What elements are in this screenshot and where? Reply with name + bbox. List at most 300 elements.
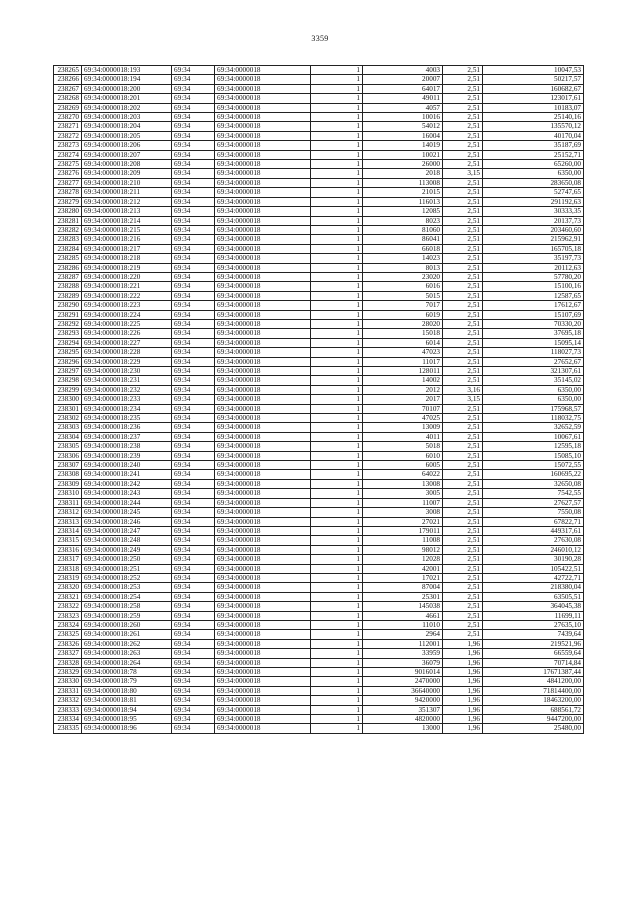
area-value-cell: 128011: [363, 367, 443, 376]
district-code-cell: 69:34: [172, 470, 215, 479]
cadastral-number-cell: 69:34:0000018:249: [82, 545, 172, 554]
cadastral-value-cell: 6350,00: [483, 385, 584, 394]
table-row: [54, 282, 584, 291]
row-number-cell: 238290: [54, 301, 82, 310]
rate-value-cell: 2,51: [443, 583, 483, 592]
row-number-cell: 238294: [54, 338, 82, 347]
object-count-cell: 1: [311, 367, 363, 376]
district-code-cell: 69:34: [172, 103, 215, 112]
row-number-cell: 238330: [54, 677, 82, 686]
table-row: [54, 470, 584, 479]
rate-value-cell: 1,96: [443, 649, 483, 658]
area-value-cell: 17021: [363, 573, 443, 582]
table-row: [54, 583, 584, 592]
table-row: [54, 94, 584, 103]
rate-value-cell: 1,96: [443, 705, 483, 714]
object-count-cell: 1: [311, 668, 363, 677]
row-number-cell: 238272: [54, 131, 82, 140]
rate-value-cell: 1,96: [443, 677, 483, 686]
object-count-cell: 1: [311, 414, 363, 423]
row-number-cell: 238308: [54, 470, 82, 479]
row-number-cell: 238328: [54, 658, 82, 667]
area-value-cell: 3008: [363, 508, 443, 517]
cadastral-number-cell: 69:34:0000018:258: [82, 602, 172, 611]
area-value-cell: 28020: [363, 319, 443, 328]
rate-value-cell: 2,51: [443, 216, 483, 225]
area-value-cell: 179011: [363, 526, 443, 535]
cadastral-number-cell: 69:34:0000018:218: [82, 254, 172, 263]
object-count-cell: 1: [311, 658, 363, 667]
district-code-cell: 69:34: [172, 310, 215, 319]
area-value-cell: 13000: [363, 724, 443, 733]
object-count-cell: 1: [311, 573, 363, 582]
cadastral-quarter-cell: 69:34:0000018: [215, 461, 311, 470]
district-code-cell: 69:34: [172, 131, 215, 140]
object-count-cell: 1: [311, 216, 363, 225]
table-row: [54, 367, 584, 376]
object-count-cell: 1: [311, 461, 363, 470]
cadastral-number-cell: 69:34:0000018:250: [82, 555, 172, 564]
cadastral-quarter-cell: 69:34:0000018: [215, 103, 311, 112]
cadastral-quarter-cell: 69:34:0000018: [215, 555, 311, 564]
table-row: [54, 668, 584, 677]
table-row: [54, 225, 584, 234]
cadastral-number-cell: 69:34:0000018:246: [82, 517, 172, 526]
district-code-cell: 69:34: [172, 526, 215, 535]
row-number-cell: 238284: [54, 244, 82, 253]
object-count-cell: 1: [311, 150, 363, 159]
cadastral-quarter-cell: 69:34:0000018: [215, 282, 311, 291]
object-count-cell: 1: [311, 84, 363, 93]
cadastral-number-cell: 69:34:0000018:210: [82, 178, 172, 187]
object-count-cell: 1: [311, 526, 363, 535]
rate-value-cell: 1,96: [443, 724, 483, 733]
cadastral-quarter-cell: 69:34:0000018: [215, 442, 311, 451]
area-value-cell: 13008: [363, 479, 443, 488]
rate-value-cell: 1,96: [443, 696, 483, 705]
object-count-cell: 1: [311, 75, 363, 84]
district-code-cell: 69:34: [172, 508, 215, 517]
cadastral-quarter-cell: 69:34:0000018: [215, 677, 311, 686]
object-count-cell: 1: [311, 508, 363, 517]
rate-value-cell: 2,51: [443, 451, 483, 460]
rate-value-cell: 2,51: [443, 235, 483, 244]
rate-value-cell: 2,51: [443, 423, 483, 432]
district-code-cell: 69:34: [172, 84, 215, 93]
row-number-cell: 238265: [54, 66, 82, 75]
area-value-cell: 6010: [363, 451, 443, 460]
cadastral-value-cell: 10183,07: [483, 103, 584, 112]
district-code-cell: 69:34: [172, 573, 215, 582]
table-row: [54, 103, 584, 112]
cadastral-quarter-cell: 69:34:0000018: [215, 301, 311, 310]
rate-value-cell: 2,51: [443, 141, 483, 150]
cadastral-quarter-cell: 69:34:0000018: [215, 225, 311, 234]
row-number-cell: 238314: [54, 526, 82, 535]
object-count-cell: 1: [311, 715, 363, 724]
object-count-cell: 1: [311, 188, 363, 197]
cadastral-quarter-cell: 69:34:0000018: [215, 470, 311, 479]
row-number-cell: 238274: [54, 150, 82, 159]
row-number-cell: 238304: [54, 432, 82, 441]
cadastral-quarter-cell: 69:34:0000018: [215, 498, 311, 507]
area-value-cell: 2012: [363, 385, 443, 394]
cadastral-value-cell: 37695,18: [483, 329, 584, 338]
area-value-cell: 3005: [363, 489, 443, 498]
cadastral-quarter-cell: 69:34:0000018: [215, 141, 311, 150]
cadastral-value-cell: 165705,18: [483, 244, 584, 253]
cadastral-value-cell: 15100,16: [483, 282, 584, 291]
cadastral-quarter-cell: 69:34:0000018: [215, 122, 311, 131]
object-count-cell: 1: [311, 103, 363, 112]
cadastral-number-cell: 69:34:0000018:208: [82, 160, 172, 169]
rate-value-cell: 2,51: [443, 348, 483, 357]
cadastral-value-cell: 57780,20: [483, 272, 584, 281]
cadastral-value-cell: 11699,11: [483, 611, 584, 620]
area-value-cell: 25301: [363, 592, 443, 601]
table-row: [54, 573, 584, 582]
cadastral-number-cell: 69:34:0000018:220: [82, 272, 172, 281]
rate-value-cell: 2,51: [443, 573, 483, 582]
row-number-cell: 238331: [54, 686, 82, 695]
cadastral-number-cell: 69:34:0000018:205: [82, 131, 172, 140]
area-value-cell: 2018: [363, 169, 443, 178]
cadastral-value-cell: 32652,59: [483, 423, 584, 432]
cadastral-value-cell: 18463200,00: [483, 696, 584, 705]
cadastral-number-cell: 69:34:0000018:201: [82, 94, 172, 103]
cadastral-quarter-cell: 69:34:0000018: [215, 235, 311, 244]
cadastral-quarter-cell: 69:34:0000018: [215, 254, 311, 263]
rate-value-cell: 2,51: [443, 263, 483, 272]
cadastral-value-cell: 7439,64: [483, 630, 584, 639]
district-code-cell: 69:34: [172, 319, 215, 328]
table-row: [54, 319, 584, 328]
cadastral-value-cell: 215962,91: [483, 235, 584, 244]
cadastral-number-cell: 69:34:0000018:234: [82, 404, 172, 413]
cadastral-quarter-cell: 69:34:0000018: [215, 66, 311, 75]
cadastral-value-cell: 30333,35: [483, 207, 584, 216]
district-code-cell: 69:34: [172, 404, 215, 413]
row-number-cell: 238292: [54, 319, 82, 328]
area-value-cell: 42001: [363, 564, 443, 573]
district-code-cell: 69:34: [172, 216, 215, 225]
table-row: [54, 376, 584, 385]
row-number-cell: 238285: [54, 254, 82, 263]
table-row: [54, 235, 584, 244]
rate-value-cell: 2,51: [443, 517, 483, 526]
area-value-cell: 23020: [363, 272, 443, 281]
area-value-cell: 145038: [363, 602, 443, 611]
area-value-cell: 351307: [363, 705, 443, 714]
object-count-cell: 1: [311, 489, 363, 498]
rate-value-cell: 2,51: [443, 113, 483, 122]
cadastral-number-cell: 69:34:0000018:228: [82, 348, 172, 357]
rate-value-cell: 1,96: [443, 658, 483, 667]
row-number-cell: 238282: [54, 225, 82, 234]
rate-value-cell: 2,51: [443, 244, 483, 253]
table-row: [54, 216, 584, 225]
cadastral-quarter-cell: 69:34:0000018: [215, 395, 311, 404]
area-value-cell: 4661: [363, 611, 443, 620]
row-number-cell: 238320: [54, 583, 82, 592]
area-value-cell: 9016014: [363, 668, 443, 677]
object-count-cell: 1: [311, 254, 363, 263]
cadastral-quarter-cell: 69:34:0000018: [215, 414, 311, 423]
cadastral-number-cell: 69:34:0000018:227: [82, 338, 172, 347]
object-count-cell: 1: [311, 583, 363, 592]
row-number-cell: 238332: [54, 696, 82, 705]
cadastral-number-cell: 69:34:0000018:262: [82, 639, 172, 648]
district-code-cell: 69:34: [172, 122, 215, 131]
district-code-cell: 69:34: [172, 113, 215, 122]
row-number-cell: 238299: [54, 385, 82, 394]
cadastral-value-cell: 35197,73: [483, 254, 584, 263]
area-value-cell: 54012: [363, 122, 443, 131]
cadastral-number-cell: 69:34:0000018:224: [82, 310, 172, 319]
rate-value-cell: 2,51: [443, 178, 483, 187]
cadastral-number-cell: 69:34:0000018:219: [82, 263, 172, 272]
object-count-cell: 1: [311, 432, 363, 441]
cadastral-quarter-cell: 69:34:0000018: [215, 84, 311, 93]
district-code-cell: 69:34: [172, 564, 215, 573]
area-value-cell: 11017: [363, 357, 443, 366]
cadastral-quarter-cell: 69:34:0000018: [215, 696, 311, 705]
rate-value-cell: 2,51: [443, 338, 483, 347]
district-code-cell: 69:34: [172, 658, 215, 667]
area-value-cell: 4011: [363, 432, 443, 441]
cadastral-value-cell: 70714,84: [483, 658, 584, 667]
district-code-cell: 69:34: [172, 432, 215, 441]
cadastral-number-cell: 69:34:0000018:264: [82, 658, 172, 667]
cadastral-value-cell: 246010,12: [483, 545, 584, 554]
rate-value-cell: 2,51: [443, 150, 483, 159]
cadastral-value-cell: 160695,22: [483, 470, 584, 479]
row-number-cell: 238333: [54, 705, 82, 714]
cadastral-quarter-cell: 69:34:0000018: [215, 611, 311, 620]
rate-value-cell: 2,51: [443, 564, 483, 573]
table-row: [54, 272, 584, 281]
cadastral-value-cell: 321307,61: [483, 367, 584, 376]
cadastral-number-cell: 69:34:0000018:81: [82, 696, 172, 705]
cadastral-quarter-cell: 69:34:0000018: [215, 338, 311, 347]
cadastral-quarter-cell: 69:34:0000018: [215, 668, 311, 677]
object-count-cell: 1: [311, 169, 363, 178]
area-value-cell: 5018: [363, 442, 443, 451]
table-row: [54, 263, 584, 272]
object-count-cell: 1: [311, 442, 363, 451]
row-number-cell: 238319: [54, 573, 82, 582]
area-value-cell: 6016: [363, 282, 443, 291]
cadastral-number-cell: 69:34:0000018:235: [82, 414, 172, 423]
cadastral-value-cell: 15085,10: [483, 451, 584, 460]
table-row: [54, 479, 584, 488]
row-number-cell: 238281: [54, 216, 82, 225]
cadastral-value-cell: 15107,69: [483, 310, 584, 319]
cadastral-quarter-cell: 69:34:0000018: [215, 197, 311, 206]
row-number-cell: 238306: [54, 451, 82, 460]
cadastral-value-cell: 6350,00: [483, 395, 584, 404]
object-count-cell: 1: [311, 376, 363, 385]
area-value-cell: 36640000: [363, 686, 443, 695]
cadastral-value-cell: 4841200,00: [483, 677, 584, 686]
cadastral-value-cell: 9447200,00: [483, 715, 584, 724]
cadastral-quarter-cell: 69:34:0000018: [215, 583, 311, 592]
table-row: [54, 75, 584, 84]
table-row: [54, 291, 584, 300]
row-number-cell: 238305: [54, 442, 82, 451]
cadastral-value-cell: 27652,67: [483, 357, 584, 366]
cadastral-quarter-cell: 69:34:0000018: [215, 545, 311, 554]
row-number-cell: 238279: [54, 197, 82, 206]
rate-value-cell: 1,96: [443, 686, 483, 695]
area-value-cell: 2964: [363, 630, 443, 639]
table-row: [54, 508, 584, 517]
object-count-cell: 1: [311, 348, 363, 357]
area-value-cell: 6019: [363, 310, 443, 319]
row-number-cell: 238326: [54, 639, 82, 648]
row-number-cell: 238271: [54, 122, 82, 131]
rate-value-cell: 2,51: [443, 526, 483, 535]
object-count-cell: 1: [311, 113, 363, 122]
cadastral-number-cell: 69:34:0000018:233: [82, 395, 172, 404]
object-count-cell: 1: [311, 536, 363, 545]
object-count-cell: 1: [311, 724, 363, 733]
district-code-cell: 69:34: [172, 517, 215, 526]
area-value-cell: 11007: [363, 498, 443, 507]
area-value-cell: 11008: [363, 536, 443, 545]
row-number-cell: 238302: [54, 414, 82, 423]
cadastral-value-cell: 27630,08: [483, 536, 584, 545]
rate-value-cell: 2,51: [443, 291, 483, 300]
row-number-cell: 238280: [54, 207, 82, 216]
rate-value-cell: 2,51: [443, 122, 483, 131]
table-row: [54, 197, 584, 206]
cadastral-number-cell: 69:34:0000018:242: [82, 479, 172, 488]
district-code-cell: 69:34: [172, 197, 215, 206]
rate-value-cell: 2,51: [443, 479, 483, 488]
row-number-cell: 238287: [54, 272, 82, 281]
rate-value-cell: 3,15: [443, 395, 483, 404]
table-row: [54, 517, 584, 526]
rate-value-cell: 2,51: [443, 555, 483, 564]
object-count-cell: 1: [311, 263, 363, 272]
cadastral-quarter-cell: 69:34:0000018: [215, 489, 311, 498]
cadastral-number-cell: 69:34:0000018:247: [82, 526, 172, 535]
cadastral-number-cell: 69:34:0000018:237: [82, 432, 172, 441]
row-number-cell: 238277: [54, 178, 82, 187]
object-count-cell: 1: [311, 329, 363, 338]
district-code-cell: 69:34: [172, 225, 215, 234]
object-count-cell: 1: [311, 207, 363, 216]
row-number-cell: 238301: [54, 404, 82, 413]
table-row: [54, 131, 584, 140]
table-row: [54, 188, 584, 197]
area-value-cell: 6014: [363, 338, 443, 347]
row-number-cell: 238307: [54, 461, 82, 470]
cadastral-value-cell: 17671387,44: [483, 668, 584, 677]
rate-value-cell: 2,51: [443, 367, 483, 376]
row-number-cell: 238329: [54, 668, 82, 677]
table-row: [54, 715, 584, 724]
district-code-cell: 69:34: [172, 686, 215, 695]
area-value-cell: 98012: [363, 545, 443, 554]
object-count-cell: 1: [311, 160, 363, 169]
rate-value-cell: 2,51: [443, 461, 483, 470]
object-count-cell: 1: [311, 244, 363, 253]
area-value-cell: 26000: [363, 160, 443, 169]
district-code-cell: 69:34: [172, 677, 215, 686]
cadastral-quarter-cell: 69:34:0000018: [215, 357, 311, 366]
area-value-cell: 20007: [363, 75, 443, 84]
cadastral-quarter-cell: 69:34:0000018: [215, 536, 311, 545]
rate-value-cell: 2,51: [443, 197, 483, 206]
district-code-cell: 69:34: [172, 348, 215, 357]
table-row: [54, 677, 584, 686]
area-value-cell: 116013: [363, 197, 443, 206]
rate-value-cell: 2,51: [443, 545, 483, 554]
rate-value-cell: 1,96: [443, 668, 483, 677]
table-row: [54, 555, 584, 564]
cadastral-quarter-cell: 69:34:0000018: [215, 620, 311, 629]
cadastral-quarter-cell: 69:34:0000018: [215, 367, 311, 376]
district-code-cell: 69:34: [172, 583, 215, 592]
area-value-cell: 14002: [363, 376, 443, 385]
object-count-cell: 1: [311, 404, 363, 413]
district-code-cell: 69:34: [172, 639, 215, 648]
object-count-cell: 1: [311, 555, 363, 564]
area-value-cell: 2017: [363, 395, 443, 404]
cadastral-quarter-cell: 69:34:0000018: [215, 526, 311, 535]
row-number-cell: 238300: [54, 395, 82, 404]
cadastral-number-cell: 69:34:0000018:243: [82, 489, 172, 498]
cadastral-value-cell: 25152,71: [483, 150, 584, 159]
table-row: [54, 545, 584, 554]
district-code-cell: 69:34: [172, 282, 215, 291]
area-value-cell: 6005: [363, 461, 443, 470]
rate-value-cell: 2,51: [443, 592, 483, 601]
row-number-cell: 238268: [54, 94, 82, 103]
cadastral-quarter-cell: 69:34:0000018: [215, 376, 311, 385]
area-value-cell: 81060: [363, 225, 443, 234]
rate-value-cell: 2,51: [443, 620, 483, 629]
area-value-cell: 112001: [363, 639, 443, 648]
object-count-cell: 1: [311, 395, 363, 404]
cadastral-number-cell: 69:34:0000018:229: [82, 357, 172, 366]
object-count-cell: 1: [311, 141, 363, 150]
table-row: [54, 620, 584, 629]
district-code-cell: 69:34: [172, 357, 215, 366]
cadastral-number-cell: 69:34:0000018:261: [82, 630, 172, 639]
cadastral-value-cell: 12595,18: [483, 442, 584, 451]
cadastral-number-cell: 69:34:0000018:245: [82, 508, 172, 517]
area-value-cell: 9420000: [363, 696, 443, 705]
cadastral-value-cell: 688561,72: [483, 705, 584, 714]
object-count-cell: 1: [311, 517, 363, 526]
table-row: [54, 564, 584, 573]
cadastral-value-cell: 7550,08: [483, 508, 584, 517]
cadastral-value-cell: 35145,02: [483, 376, 584, 385]
rate-value-cell: 2,51: [443, 188, 483, 197]
area-value-cell: 27021: [363, 517, 443, 526]
district-code-cell: 69:34: [172, 338, 215, 347]
rate-value-cell: 2,51: [443, 310, 483, 319]
area-value-cell: 16004: [363, 131, 443, 140]
district-code-cell: 69:34: [172, 498, 215, 507]
area-value-cell: 64017: [363, 84, 443, 93]
cadastral-number-cell: 69:34:0000018:202: [82, 103, 172, 112]
object-count-cell: 1: [311, 131, 363, 140]
cadastral-quarter-cell: 69:34:0000018: [215, 715, 311, 724]
